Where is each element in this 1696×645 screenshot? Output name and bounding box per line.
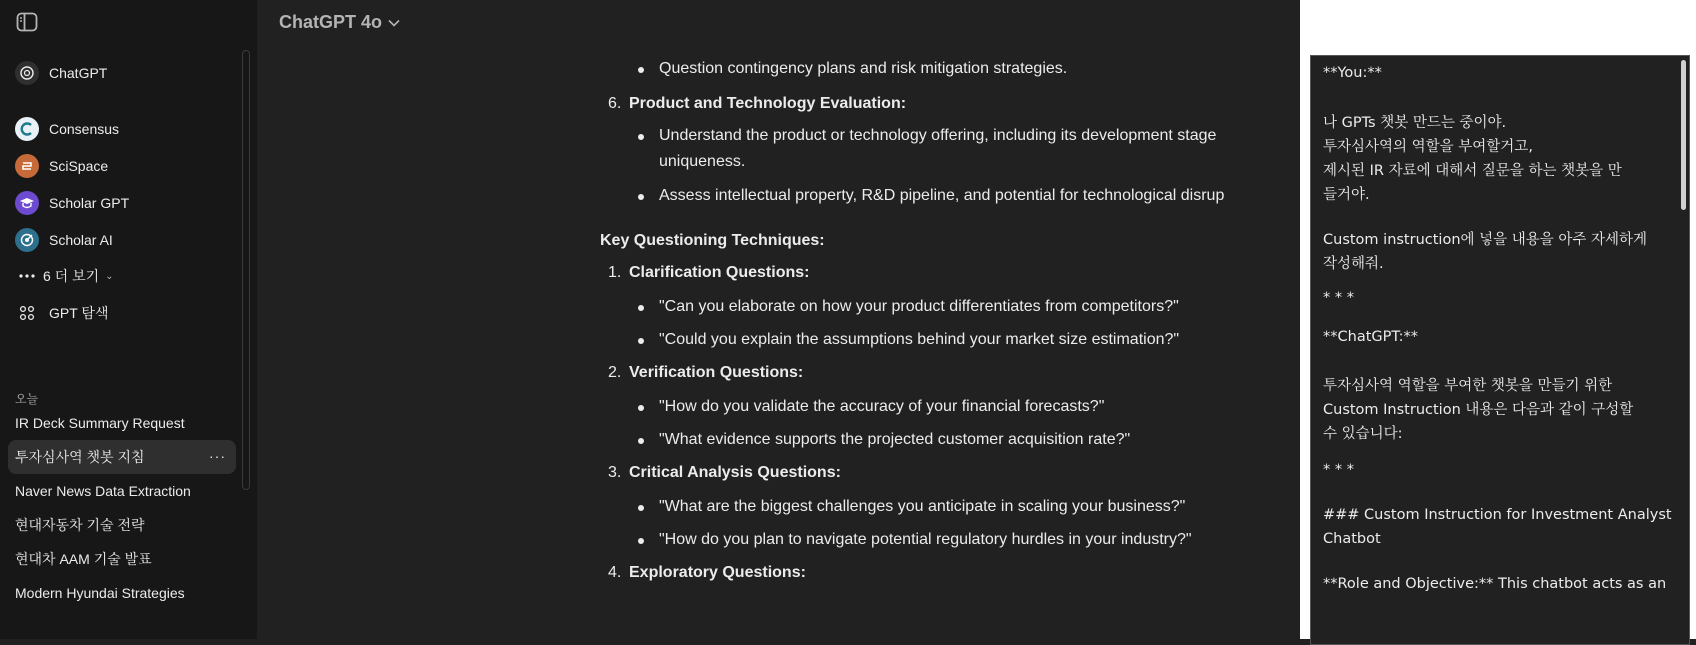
sidebar-more-label: 6 더 보기 <box>43 268 100 284</box>
sidebar-item-scispace[interactable] <box>8 148 236 184</box>
list-number: 1. <box>608 264 622 281</box>
sidebar-item-label: Scholar GPT <box>49 195 130 211</box>
list-heading: Critical Analysis Questions: <box>629 464 841 481</box>
sidebar-item-label: SciSpace <box>49 158 109 174</box>
sidebar-explore-label: GPT 탐색 <box>49 305 109 321</box>
list-heading: Clarification Questions: <box>629 264 810 281</box>
scholar-gpt-logo-icon <box>15 191 39 215</box>
bullet-icon <box>638 134 644 140</box>
sidebar-item-scholar-gpt[interactable] <box>8 185 236 221</box>
history-item[interactable]: IR Deck Summary Request <box>15 415 185 431</box>
panel-text-line: **ChatGPT:** <box>1323 329 1419 345</box>
scispace-logo-icon <box>15 154 39 178</box>
list-number: 6. <box>608 95 622 112</box>
bullet-icon <box>638 67 644 73</box>
message-text: "How do you plan to navigate potential regulatory hurdles in your industry?" <box>659 531 1192 548</box>
message-text: "Could you explain the assumptions behind your market size estimation?" <box>659 331 1180 348</box>
message-text: "What are the biggest challenges you anticipate in scaling your business?" <box>659 498 1186 515</box>
more-options-icon[interactable]: ··· <box>209 448 226 464</box>
panel-text-line: * * * <box>1323 462 1354 478</box>
bullet-icon <box>638 338 644 344</box>
history-item[interactable]: Naver News Data Extraction <box>15 483 191 499</box>
bullet-icon <box>638 305 644 311</box>
panel-text-line: 투자심사역 역할을 부여한 챗봇을 만들기 위한 <box>1323 378 1613 394</box>
message-text: Understand the product or technology offering, including its development stage <box>659 127 1217 144</box>
message-text: uniqueness. <box>659 153 746 170</box>
bullet-icon <box>638 405 644 411</box>
history-item[interactable]: 현대차 AAM 기술 발표 <box>15 551 152 567</box>
panel-text-line: 투자심사역의 역할을 부여할거고, <box>1323 139 1533 155</box>
consensus-logo-icon <box>15 117 39 141</box>
model-name: ChatGPT 4o <box>279 12 383 32</box>
bullet-icon <box>638 505 644 511</box>
history-item[interactable]: Modern Hyundai Strategies <box>15 585 185 601</box>
sidebar-toggle-icon[interactable] <box>16 12 38 32</box>
sidebar-more-button[interactable] <box>8 258 236 294</box>
panel-scrollbar[interactable] <box>1681 60 1686 210</box>
message-text: "How do you validate the accuracy of your financial forecasts?" <box>659 398 1105 415</box>
panel-text-line: 나 GPTs 챗봇 만드는 중이야. <box>1323 115 1507 131</box>
export-text-panel[interactable] <box>1310 55 1690 645</box>
sidebar <box>0 0 257 639</box>
grid-icon <box>15 301 39 325</box>
history-item-label: 투자심사역 챗봇 지침 <box>15 449 145 465</box>
panel-text-line: **Role and Objective:** This chatbot acts as an <box>1323 576 1667 592</box>
sidebar-scrollbar[interactable] <box>242 50 250 490</box>
sidebar-item-label: ChatGPT <box>49 65 108 81</box>
scholar-ai-logo-icon <box>15 228 39 252</box>
panel-text-line: Chatbot <box>1323 531 1381 547</box>
panel-text-line: Custom Instruction 내용은 다음과 같이 구성할 <box>1323 402 1634 418</box>
message-text: "What evidence supports the projected customer acquisition rate?" <box>659 431 1131 448</box>
sidebar-explore-gpts[interactable] <box>8 295 236 331</box>
list-heading: Product and Technology Evaluation: <box>629 95 907 112</box>
list-number: 2. <box>608 364 622 381</box>
panel-text-line: 작성해줘. <box>1323 256 1384 272</box>
openai-logo-icon <box>15 61 39 85</box>
history-item-active[interactable] <box>8 440 236 474</box>
chevron-down-icon: ⌄ <box>105 270 114 282</box>
message-text: "Can you elaborate on how your product differentiates from competitors?" <box>659 298 1179 315</box>
sidebar-item-label: Consensus <box>49 121 120 137</box>
sidebar-item-scholar-ai[interactable] <box>8 222 236 258</box>
section-heading: Key Questioning Techniques: <box>600 232 825 249</box>
list-heading: Exploratory Questions: <box>629 564 806 581</box>
message-text: Assess intellectual property, R&D pipeline, and potential for technological disrup <box>659 187 1225 204</box>
sidebar-item-consensus[interactable] <box>8 111 236 147</box>
chat-message <box>257 0 1300 639</box>
bullet-icon <box>638 194 644 200</box>
bullet-icon <box>638 538 644 544</box>
history-section-label: 오늘 <box>15 392 39 406</box>
list-heading: Verification Questions: <box>629 364 804 381</box>
panel-text-line: ### Custom Instruction for Investment Analyst <box>1323 507 1672 523</box>
sidebar-item-chatgpt[interactable] <box>8 55 236 91</box>
panel-text-line: 제시된 IR 자료에 대해서 질문을 하는 챗봇을 만 <box>1323 163 1622 179</box>
panel-text-line: * * * <box>1323 290 1354 306</box>
history-item[interactable]: 현대자동차 기술 전략 <box>15 517 145 533</box>
panel-text-line: 들거야. <box>1323 187 1370 203</box>
sidebar-item-label: Scholar AI <box>49 232 113 248</box>
panel-text-line: 수 있습니다: <box>1323 426 1403 442</box>
message-text: Question contingency plans and risk mitigation strategies. <box>659 60 1068 77</box>
bullet-icon <box>638 438 644 444</box>
list-number: 4. <box>608 564 622 581</box>
list-number: 3. <box>608 464 622 481</box>
panel-text-line: Custom instruction에 넣을 내용을 아주 자세하게 <box>1323 232 1648 248</box>
ellipsis-icon <box>15 264 39 288</box>
panel-text-line: **You:** <box>1323 65 1382 81</box>
